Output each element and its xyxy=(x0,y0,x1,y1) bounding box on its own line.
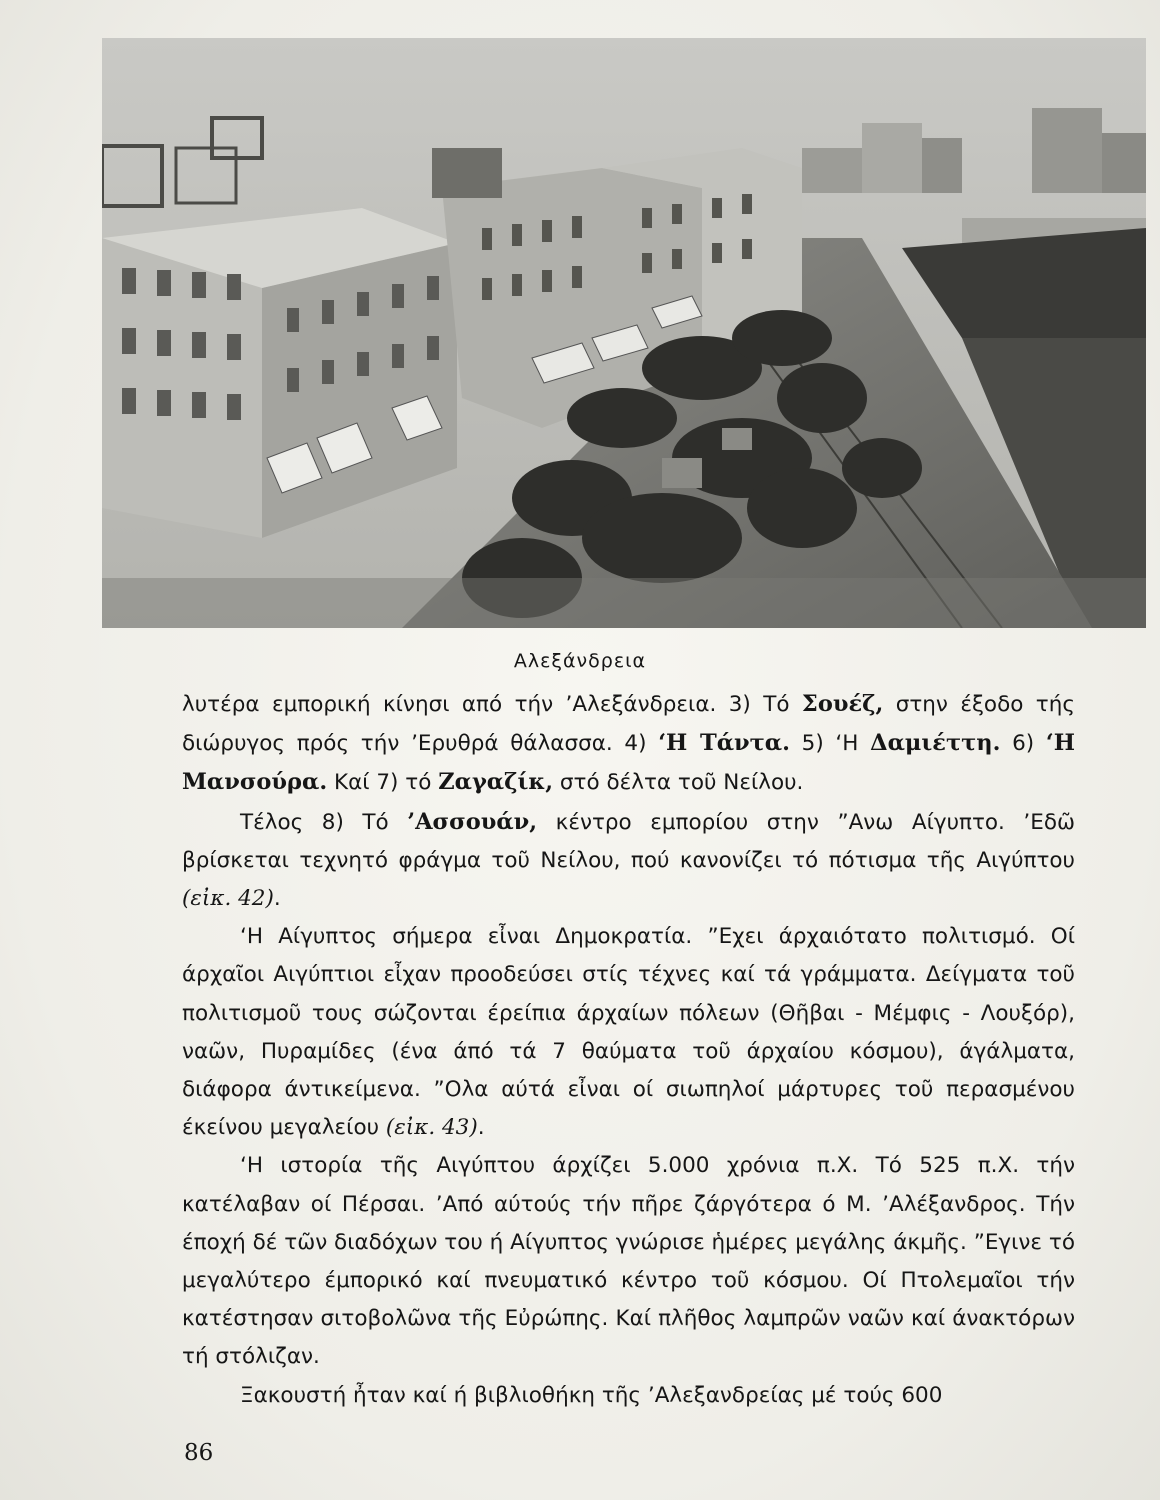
alexandria-photo-drawing xyxy=(102,38,1146,628)
text-run: στην έξοδο τής διώρυγος πρός τήν ’Ερυθρά θάλασσα. 4) xyxy=(182,692,1075,757)
page-number: 86 xyxy=(184,1440,214,1466)
bold-term: Σουέζ, xyxy=(801,691,884,717)
bold-term: ’Ασσουάν, xyxy=(407,808,538,835)
text-run: κέντρο εμπορίου στην ”Ανω Αίγυπτο. ’Εδῶ βρίσκεται τεχνητό φράγμα τοῦ Νείλου, πού κανονίζει τό πότισμα τῆς Αιγύπτου xyxy=(182,809,1076,873)
photo-caption: Αλεξάνδρεια xyxy=(513,650,647,672)
text-run: Καί 7) τό xyxy=(327,770,439,796)
text-run: Ξακουστή ἦταν καί ή βιβλιοθήκη τῆς ’Αλεξανδρείας μέ τούς 600 xyxy=(240,1382,943,1408)
text-run: . xyxy=(273,886,281,912)
figure-reference: (εἰκ. 42) xyxy=(182,886,274,912)
text-run: ‘Η Αίγυπτος σήμερα εἶναι Δημοκρατία. ”Εχει άρχαιότατο πολιτισμό. Οί άρχαῖοι Αιγύπτιοι εἶχαν προοδεύσει στίς τέχνες καί τά γράμματα. Δείγματα τοῦ πολιτισμοῦ τους σώζονται έρείπια άρχαίων πόλεων (Θῆβαι - Μέμφις - Λουξόρ), ναῶν, Πυραμίδες (ένα άπό τά 7 θαύματα τοῦ άρχαίου κόσμου), άγάλματα, διάφορα άντικείμενα. ”Ολα αύτά εἶναι οί σιωπηλοί μάρτυρες τοῦ περασμένου έκείνου μεγαλείου xyxy=(182,924,1075,1141)
text-run: ‘Η ιστορία τῆς Αιγύπτου άρχίζει 5.000 χρόνια π.Χ. Τό 525 π.Χ. τήν κατέλαβαν οί Πέρσαι. ’Από αύτούς τήν πῆρε ζάργότερα ό Μ. ’Αλέξανδρος. Τήν έποχή δέ τῶν διαδόχων του ή Αίγυπτος γνώρισε ἡμέρες μεγάλης άκμῆς. ”Εγινε τό μεγαλύτερο έμπορικό καί πνευματικό κέντρο τοῦ κόσμου. Οί Πτολεμαῖοι τήν κατέστησαν σιτοβολῶνα τῆς Εὐρώπης. Καί πλῆθος λαμπρῶν ναῶν καί άνακτόρων τή στόλιζαν. xyxy=(182,1153,1075,1370)
text-run: Τέλος 8) Τό xyxy=(240,809,408,835)
bold-term: Ζαγαζίκ, xyxy=(438,769,554,796)
bold-term: ‘Η Τάντα. xyxy=(658,730,790,757)
text-run: 5) ‘Η xyxy=(789,731,871,757)
text-run: στό δέλτα τοῦ Νείλου. xyxy=(553,770,804,796)
figure-reference: (εἰκ. 43) xyxy=(385,1115,478,1141)
body-text xyxy=(182,685,1075,1415)
text-run: 6) xyxy=(1000,731,1046,757)
paragraph xyxy=(182,918,1075,1147)
bold-term: Δαμιέττη. xyxy=(870,730,1001,757)
text-run: . xyxy=(477,1115,485,1141)
bold-term: ‘Η Μανσούρα. xyxy=(182,730,1075,796)
text-run: λυτέρα εμπορική κίνησι από τήν ’Αλεξάνδρεια. 3) Τό xyxy=(182,692,802,717)
paragraph xyxy=(182,1147,1075,1376)
paragraph xyxy=(182,1377,1075,1415)
paragraph xyxy=(182,685,1075,803)
alexandria-photo xyxy=(102,38,1146,628)
paragraph xyxy=(182,803,1075,919)
